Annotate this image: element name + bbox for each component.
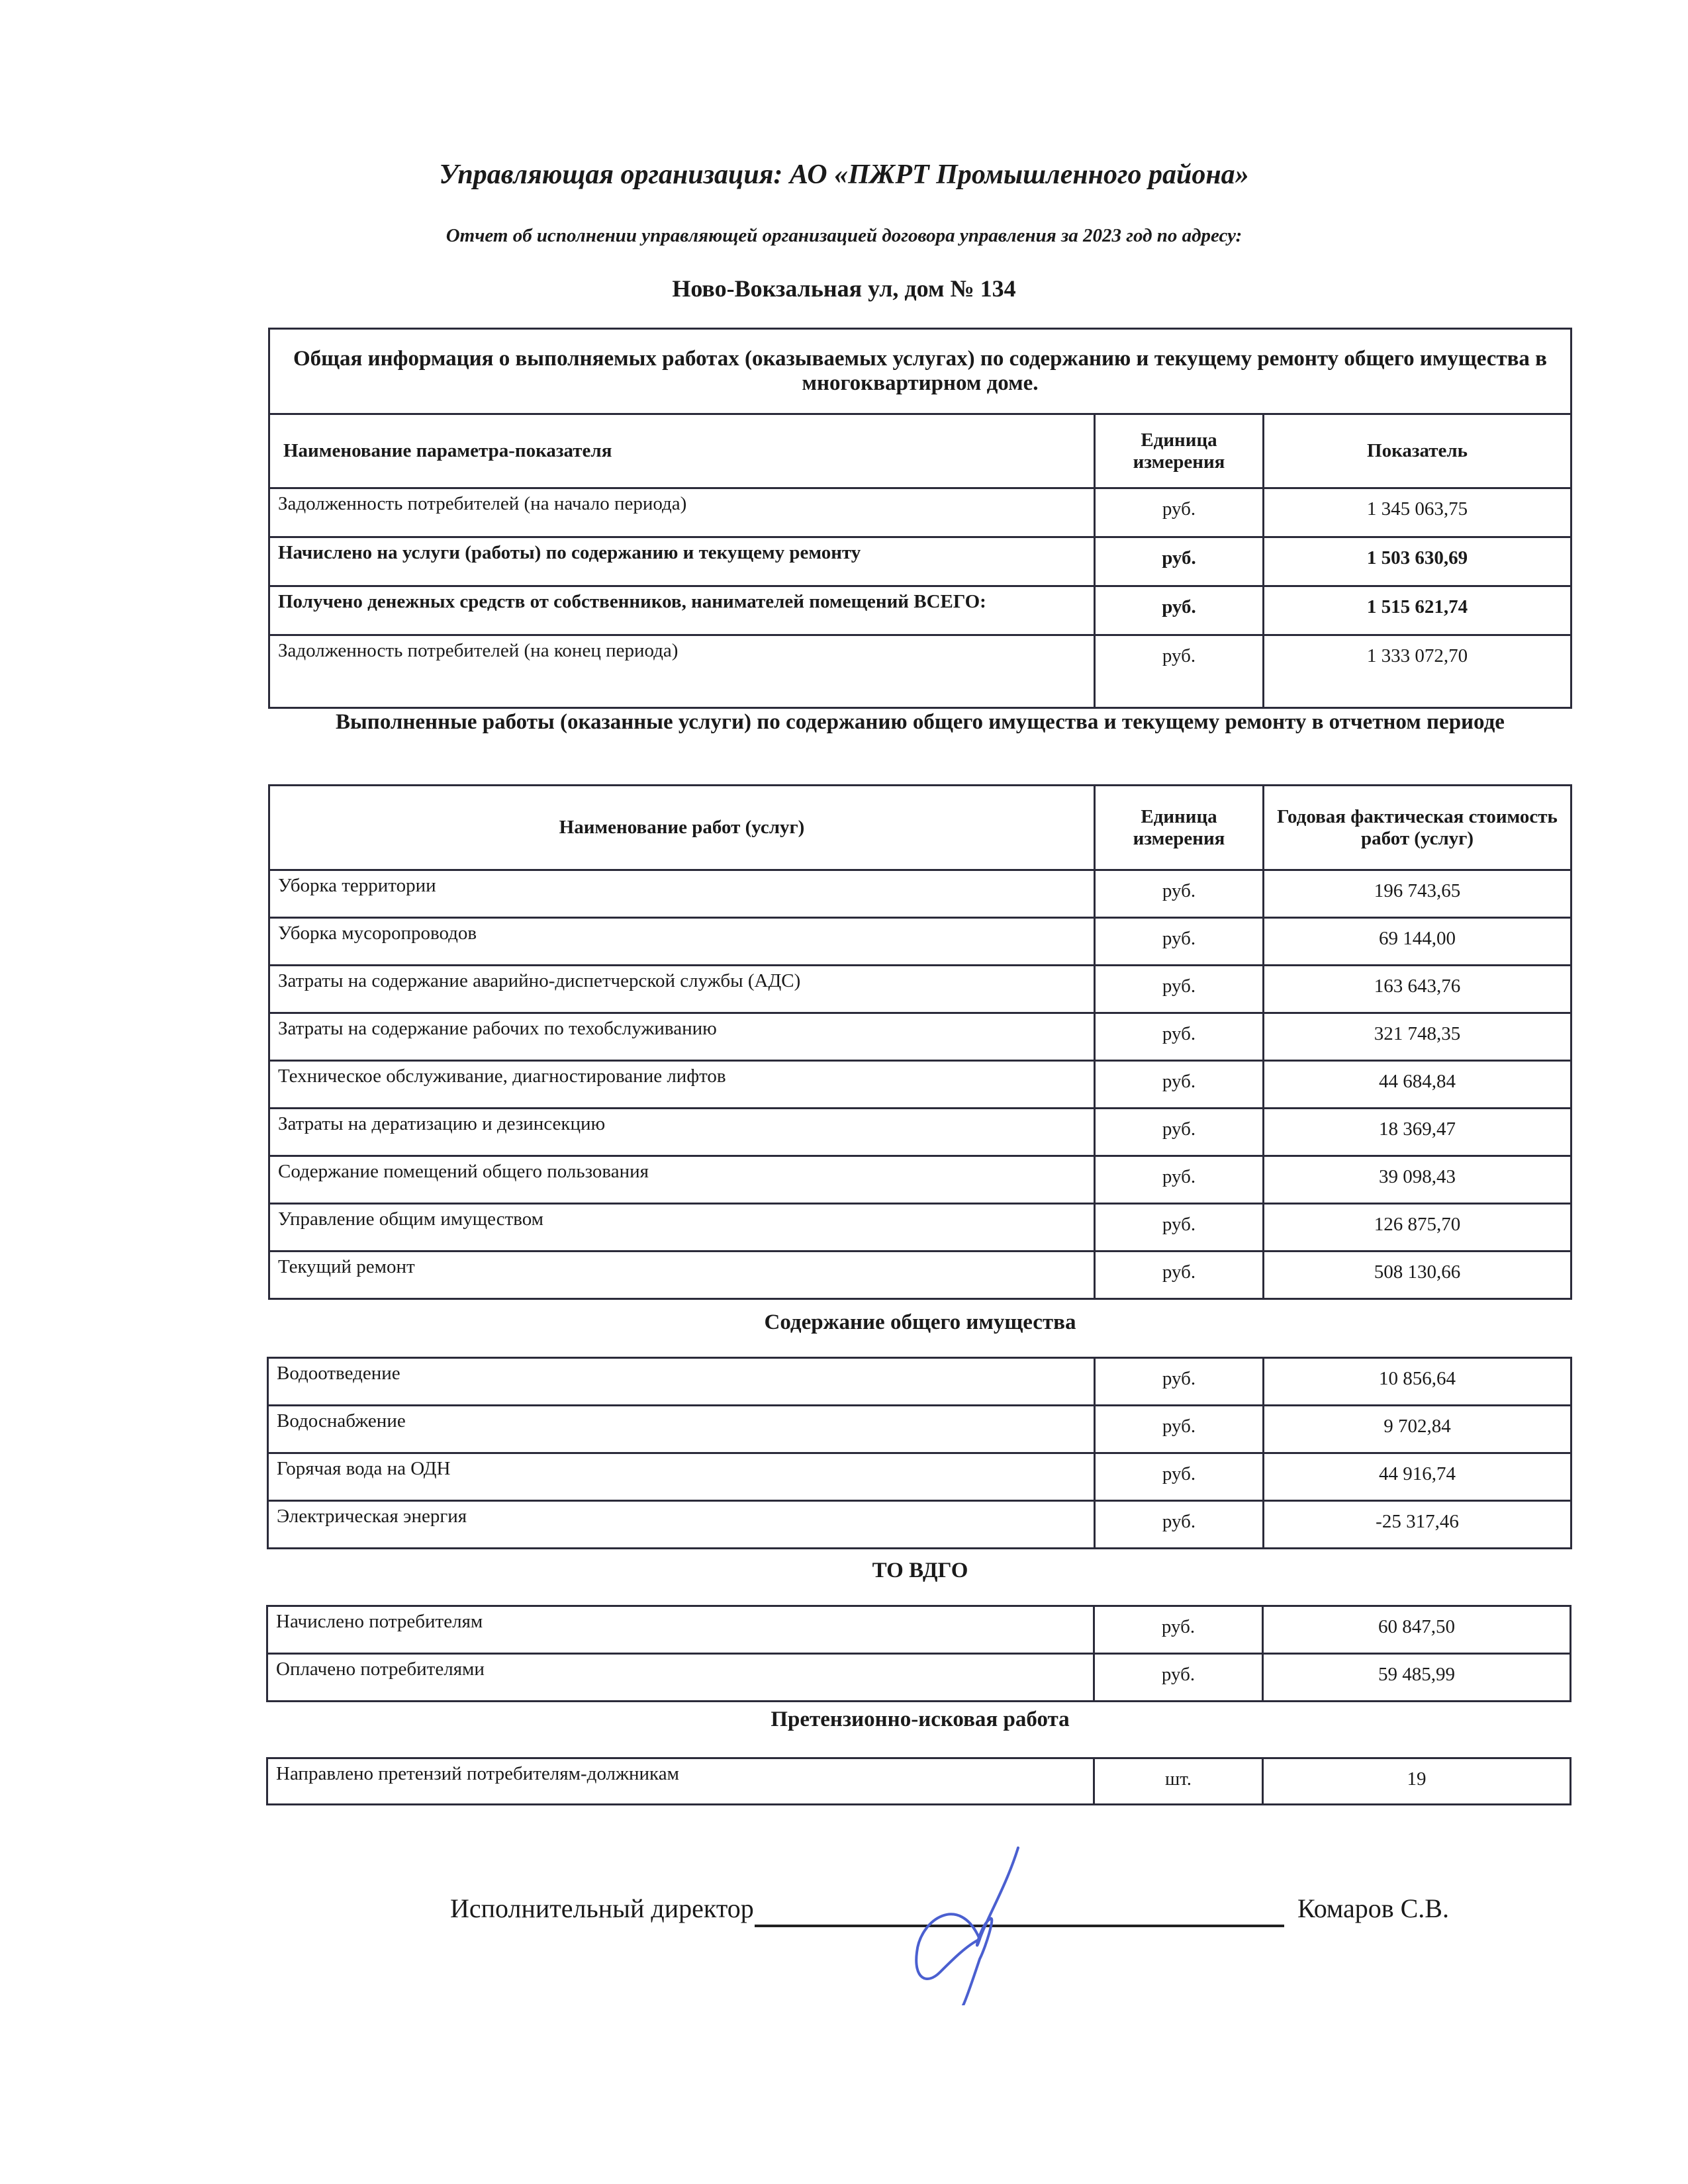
- row-name: Затраты на дератизацию и дезинсекцию: [269, 1109, 1095, 1156]
- row-name: Водоснабжение: [268, 1406, 1095, 1453]
- row-unit: руб.: [1094, 1606, 1263, 1654]
- row-name: Управление общим имуществом: [269, 1204, 1095, 1251]
- address-title: Ново-Вокзальная ул, дом № 134: [672, 275, 1016, 302]
- general-info-caption-row: [269, 329, 1571, 414]
- column-header-value: Показатель: [1264, 414, 1571, 488]
- general-info-caption: Общая информация о выполняемых работах (оказываемых услугах) по содержанию и текущему ремонту общего имущества в многоквартирном доме.: [269, 329, 1571, 414]
- row-value: 1 345 063,75: [1264, 488, 1571, 537]
- table-row: [267, 1606, 1571, 1654]
- row-value: 10 856,64: [1264, 1358, 1571, 1406]
- row-unit: руб.: [1095, 1013, 1264, 1061]
- row-name: Техническое обслуживание, диагностирование лифтов: [269, 1061, 1095, 1109]
- row-name: Получено денежных средств от собственников, нанимателей помещений ВСЕГО:: [269, 586, 1095, 635]
- row-value: 69 144,00: [1264, 918, 1571, 966]
- row-name: Задолженность потребителей (на начало периода): [269, 488, 1095, 537]
- row-unit: шт.: [1094, 1758, 1263, 1805]
- table-row: [269, 635, 1571, 708]
- row-name: Уборка мусоропроводов: [269, 918, 1095, 966]
- row-unit: руб.: [1095, 488, 1264, 537]
- table-row: [269, 966, 1571, 1013]
- row-value: -25 317,46: [1264, 1501, 1571, 1549]
- row-name: Начислено потребителям: [267, 1606, 1094, 1654]
- table-row: [269, 1013, 1571, 1061]
- table-row: [269, 1061, 1571, 1109]
- row-unit: руб.: [1095, 586, 1264, 635]
- table-row: [269, 918, 1571, 966]
- row-value: 1 333 072,70: [1264, 635, 1571, 708]
- vdgo-table: [266, 1605, 1571, 1702]
- row-value: 1 515 621,74: [1264, 586, 1571, 635]
- row-name: Уборка территории: [269, 870, 1095, 918]
- common-property-title: Содержание общего имущества: [764, 1310, 1076, 1334]
- row-unit: руб.: [1095, 1156, 1264, 1204]
- row-value: 1 503 630,69: [1264, 537, 1571, 586]
- signer-position: Исполнительный директор: [450, 1893, 754, 1923]
- works-section-title: Выполненные работы (оказанные услуги) по содержанию общего имущества и текущему ремонту в отчетном периоде: [336, 710, 1505, 734]
- claims-table: [266, 1757, 1571, 1805]
- table-row: [267, 1758, 1571, 1805]
- table-row: [269, 586, 1571, 635]
- general-info-table: [268, 328, 1572, 709]
- works-header-row: [269, 786, 1571, 870]
- row-value: 44 916,74: [1264, 1453, 1571, 1501]
- row-name: Затраты на содержание аварийно-диспетчерской службы (АДС): [269, 966, 1095, 1013]
- column-header-unit: Единица измерения: [1095, 786, 1264, 870]
- column-header-value: Годовая фактическая стоимость работ (услуг): [1264, 786, 1571, 870]
- row-value: 59 485,99: [1263, 1654, 1571, 1702]
- vdgo-section-title: ТО ВДГО: [872, 1559, 968, 1582]
- row-name: Задолженность потребителей (на конец периода): [269, 635, 1095, 708]
- row-unit: руб.: [1095, 1204, 1264, 1251]
- row-value: 44 684,84: [1264, 1061, 1571, 1109]
- table-row: [267, 1654, 1571, 1702]
- column-header-name: Наименование параметра-показателя: [269, 414, 1095, 488]
- row-value: 196 743,65: [1264, 870, 1571, 918]
- common-property-table: [267, 1357, 1572, 1549]
- column-header-name: Наименование работ (услуг): [269, 786, 1095, 870]
- column-header-unit: Единица измерения: [1095, 414, 1264, 488]
- row-value: 39 098,43: [1264, 1156, 1571, 1204]
- table-row: [269, 1204, 1571, 1251]
- row-value: 321 748,35: [1264, 1013, 1571, 1061]
- row-unit: руб.: [1095, 635, 1264, 708]
- organization-title: Управляющая организация: АО «ПЖРТ Промышленного района»: [439, 159, 1249, 190]
- row-name: Горячая вода на ОДН: [268, 1453, 1095, 1501]
- row-name: Текущий ремонт: [269, 1251, 1095, 1299]
- claims-section-title: Претензионно-исковая работа: [771, 1707, 1070, 1731]
- row-name: Направлено претензий потребителям-должникам: [267, 1758, 1094, 1805]
- row-value: 126 875,70: [1264, 1204, 1571, 1251]
- row-value: 163 643,76: [1264, 966, 1571, 1013]
- row-unit: руб.: [1095, 1453, 1264, 1501]
- row-name: Содержание помещений общего пользования: [269, 1156, 1095, 1204]
- row-value: 508 130,66: [1264, 1251, 1571, 1299]
- row-value: 18 369,47: [1264, 1109, 1571, 1156]
- row-unit: руб.: [1095, 1406, 1264, 1453]
- row-name: Водоотведение: [268, 1358, 1095, 1406]
- row-unit: руб.: [1095, 1251, 1264, 1299]
- row-value: 9 702,84: [1264, 1406, 1571, 1453]
- row-unit: руб.: [1094, 1654, 1263, 1702]
- table-row: [268, 1453, 1571, 1501]
- table-row: [268, 1406, 1571, 1453]
- row-unit: руб.: [1095, 1061, 1264, 1109]
- row-unit: руб.: [1095, 1358, 1264, 1406]
- general-info-header-row: [269, 414, 1571, 488]
- table-row: [268, 1501, 1571, 1549]
- row-unit: руб.: [1095, 1109, 1264, 1156]
- table-row: [269, 1156, 1571, 1204]
- table-row: [268, 1358, 1571, 1406]
- signer-name: Комаров С.В.: [1297, 1893, 1449, 1923]
- report-subtitle: Отчет об исполнении управляющей организацией договора управления за 2023 год по адресу:: [445, 225, 1243, 246]
- row-unit: руб.: [1095, 918, 1264, 966]
- table-row: [269, 1251, 1571, 1299]
- row-unit: руб.: [1095, 537, 1264, 586]
- row-value: 60 847,50: [1263, 1606, 1571, 1654]
- handwritten-signature-icon: [880, 1846, 1026, 2005]
- table-row: [269, 1109, 1571, 1156]
- row-unit: руб.: [1095, 966, 1264, 1013]
- table-row: [269, 488, 1571, 537]
- row-unit: руб.: [1095, 1501, 1264, 1549]
- row-value: 19: [1263, 1758, 1571, 1805]
- row-name: Оплачено потребителями: [267, 1654, 1094, 1702]
- table-row: [269, 537, 1571, 586]
- row-name: Начислено на услуги (работы) по содержанию и текущему ремонту: [269, 537, 1095, 586]
- row-name: Затраты на содержание рабочих по техобслуживанию: [269, 1013, 1095, 1061]
- works-table: [268, 784, 1572, 1300]
- table-row: [269, 870, 1571, 918]
- row-unit: руб.: [1095, 870, 1264, 918]
- row-name: Электрическая энергия: [268, 1501, 1095, 1549]
